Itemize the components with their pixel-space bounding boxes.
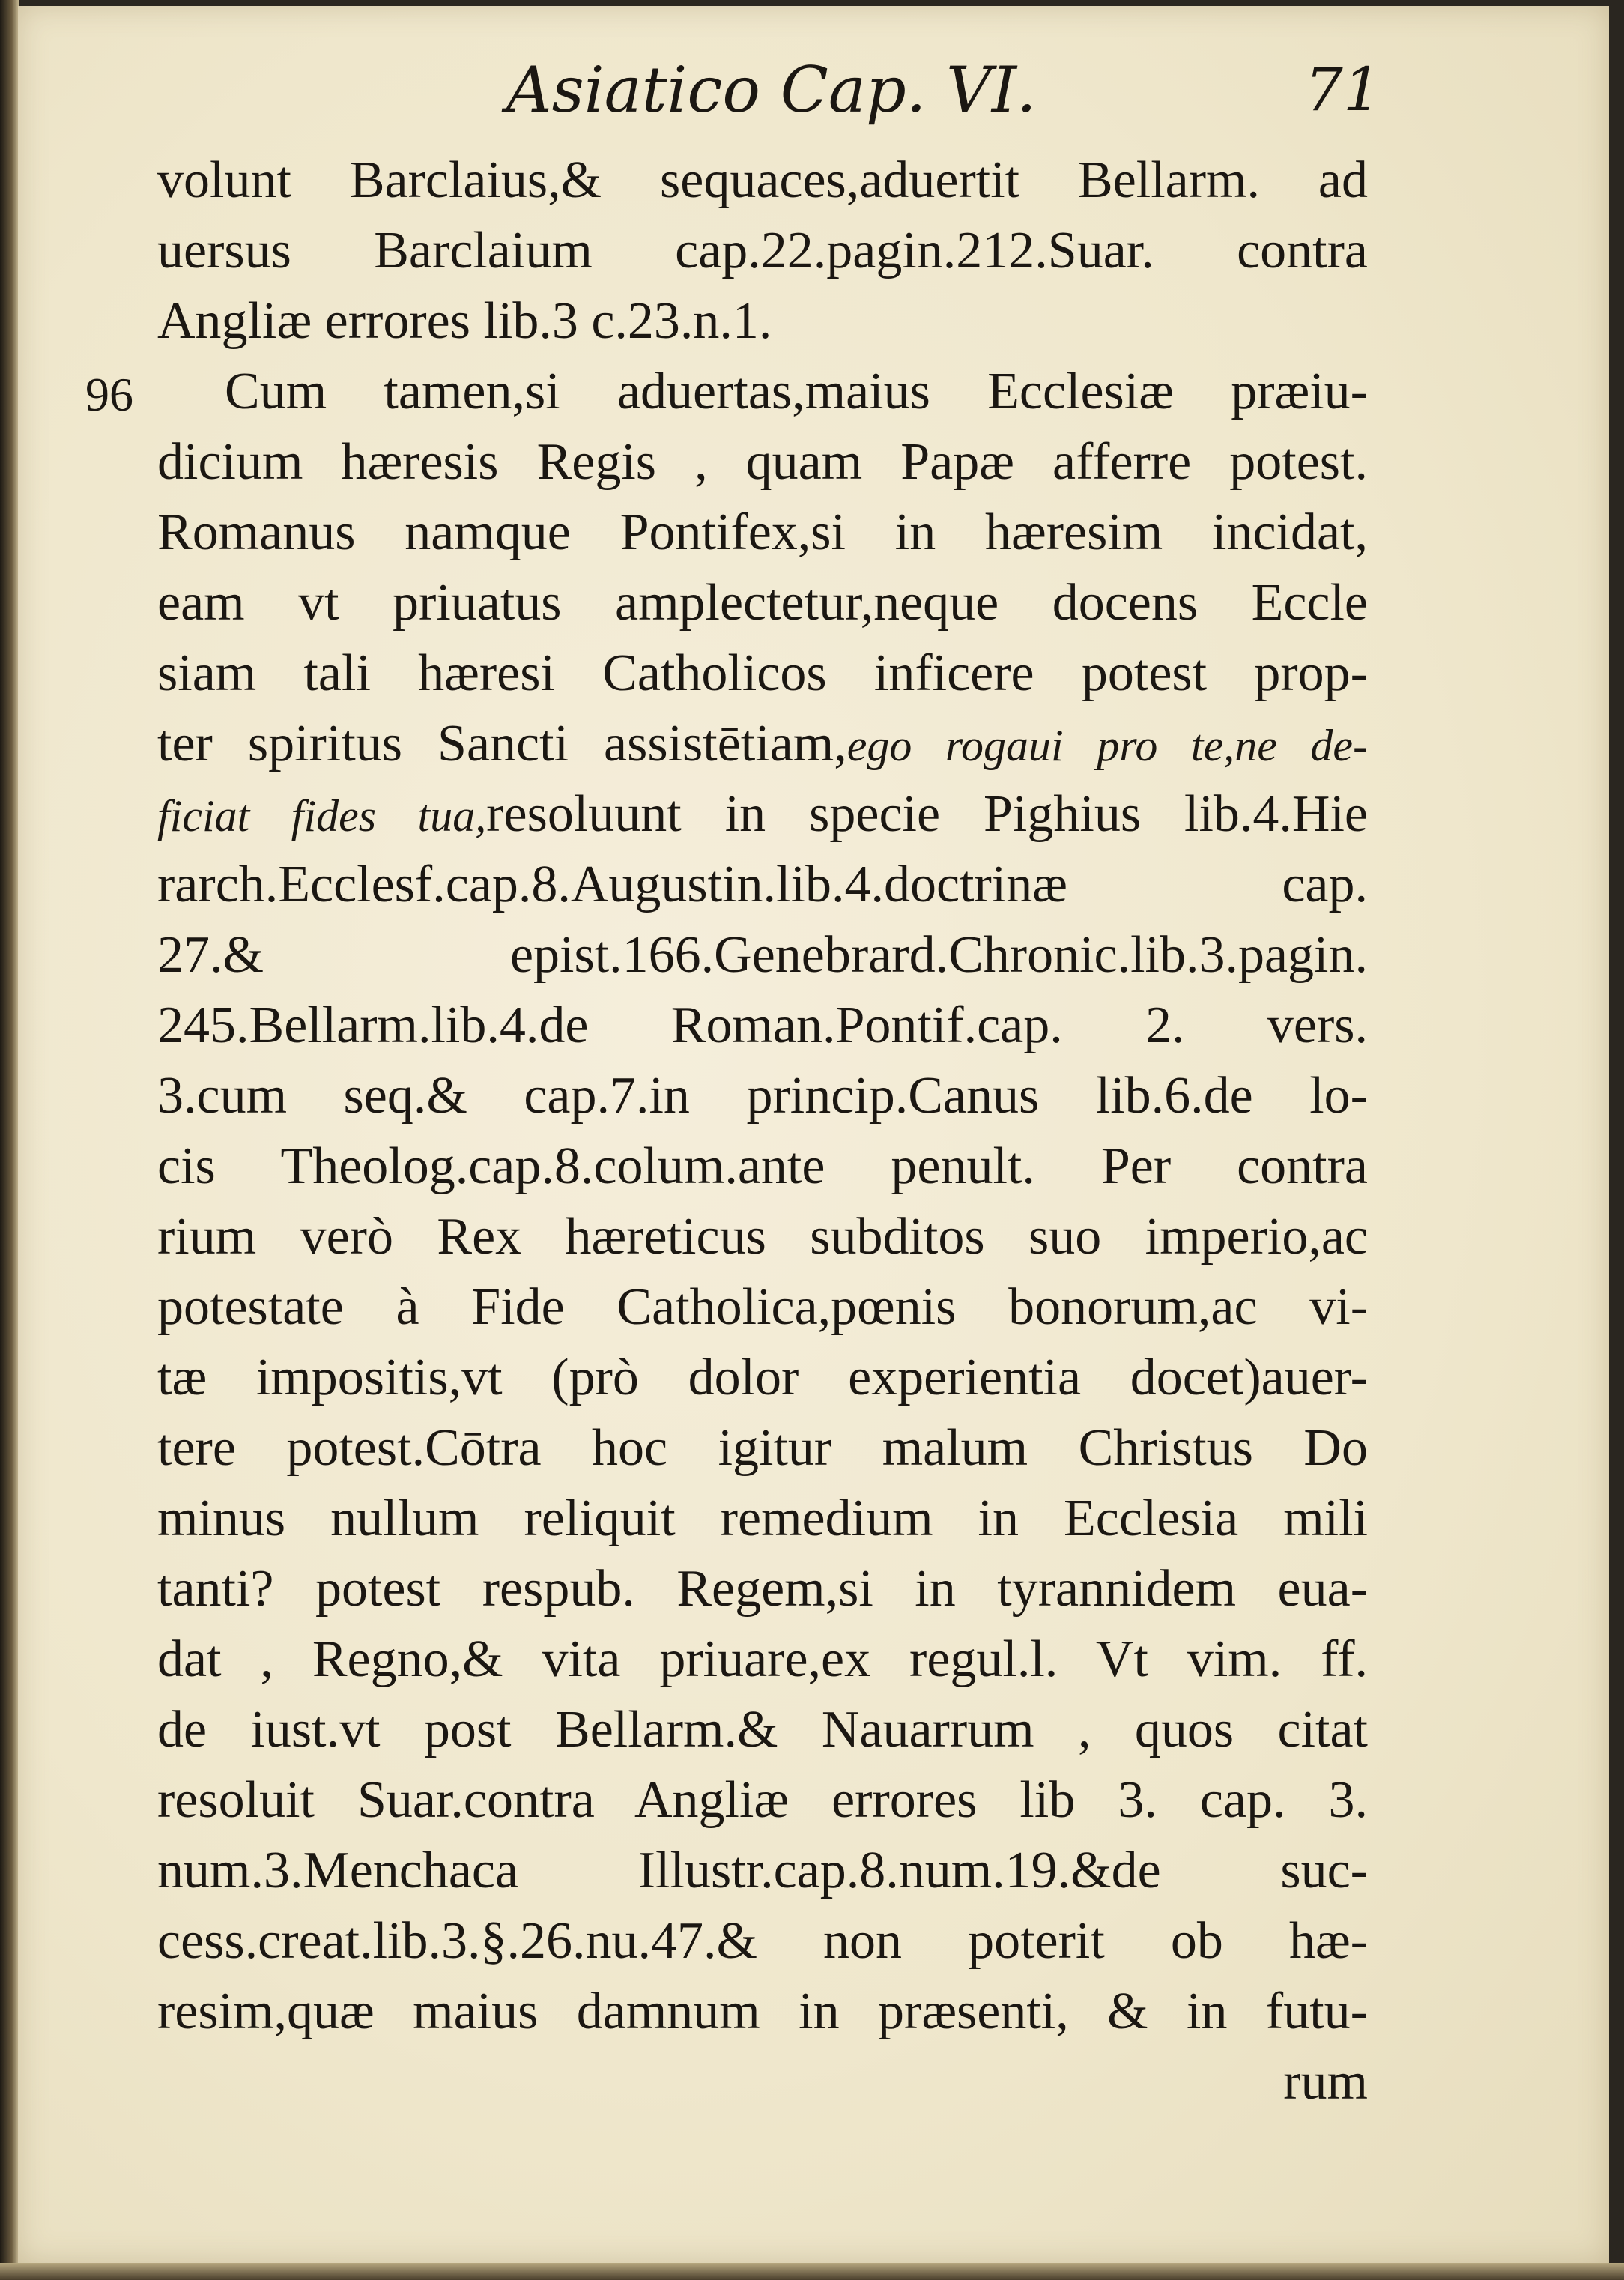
text-line: potestate à Fide Catholica,pœnis bonorum,ac vi- (157, 1278, 1368, 1336)
text-line: 27.& epist.166.Genebrard.Chronic.lib.3.pagin. (157, 926, 1368, 984)
text-line (157, 709, 1368, 779)
text-line: 3.cum seq.& cap.7.in princip.Canus lib.6.de lo- (157, 1067, 1368, 1125)
text-line: num.3.Menchaca Illustr.cap.8.num.19.&de suc- (157, 1842, 1368, 1899)
text-line: resoluit Suar.contra Angliæ errores lib 3. cap. 3. (157, 1771, 1368, 1829)
text-line: dat , Regno,& vita priuare,ex regul.l. Vt vim. ff. (157, 1630, 1368, 1688)
text-line: eam vt priuatus amplectetur,neque docens Eccle (157, 574, 1368, 632)
text-roman: ter spiritus Sancti assistētiam, (157, 715, 847, 772)
text-line: volunt Barclaius,& sequaces,aduertit Bellarm. ad (157, 151, 1368, 209)
page-number: 71 (1305, 55, 1381, 124)
marginal-paragraph-number: 96 (85, 368, 133, 421)
text-line: minus nullum reliquit remedium in Ecclesia mili (157, 1490, 1368, 1547)
text-line (157, 779, 1368, 850)
text-line: resim,quæ maius damnum in præsenti, & in futu- (157, 1983, 1368, 2040)
text-roman: resoluunt in specie Pighius lib.4.Hie (486, 785, 1368, 843)
text-line: uersus Barclaium cap.22.pagin.212.Suar. contra (157, 222, 1368, 279)
text-line: Romanus namque Pontifex,si in hæresim incidat, (157, 504, 1368, 561)
catchword: rum (1283, 2053, 1368, 2111)
page-header (18, 52, 1609, 135)
scripture-quote: ficiat fides tua, (157, 791, 487, 841)
body-text (157, 145, 1368, 2117)
text-line: cess.creat.lib.3.§.26.nu.47.& non poterit ob hæ- (157, 1912, 1368, 1970)
text-line: tanti? potest respub. Regem,si in tyrannidem eua- (157, 1560, 1368, 1618)
text-line: Cum tamen,si aduertas,maius Ecclesiæ præiu- (225, 363, 1368, 420)
text-line: rium verò Rex hæreticus subditos suo imperio,ac (157, 1208, 1368, 1266)
text-line: rarch.Ecclesf.cap.8.Augustin.lib.4.doctrinæ cap. (157, 856, 1368, 913)
text-line: Angliæ errores lib.3 c.23.n.1. (157, 292, 772, 350)
book-page (18, 6, 1609, 2263)
text-line: de iust.vt post Bellarm.& Nauarrum , quos citat (157, 1701, 1368, 1759)
text-line: tere potest.Cōtra hoc igitur malum Christus Do (157, 1419, 1368, 1477)
running-title: Asiatico Cap. VI. (506, 53, 1037, 127)
scripture-quote: ego rogaui pro te,ne de- (846, 721, 1368, 770)
text-line: 245.Bellarm.lib.4.de Roman.Pontif.cap. 2. vers. (157, 997, 1368, 1054)
text-line: cis Theolog.cap.8.colum.ante penult. Per contra (157, 1137, 1368, 1195)
page-edge-bottom (0, 2263, 1624, 2280)
text-line: tæ impositis,vt (prò dolor experientia docet)auer- (157, 1349, 1368, 1406)
text-line: siam tali hæresi Catholicos inficere potest prop- (157, 644, 1368, 702)
text-line: dicium hæresis Regis , quam Papæ afferre potest. (157, 433, 1368, 491)
page-edge-left (0, 0, 19, 2280)
